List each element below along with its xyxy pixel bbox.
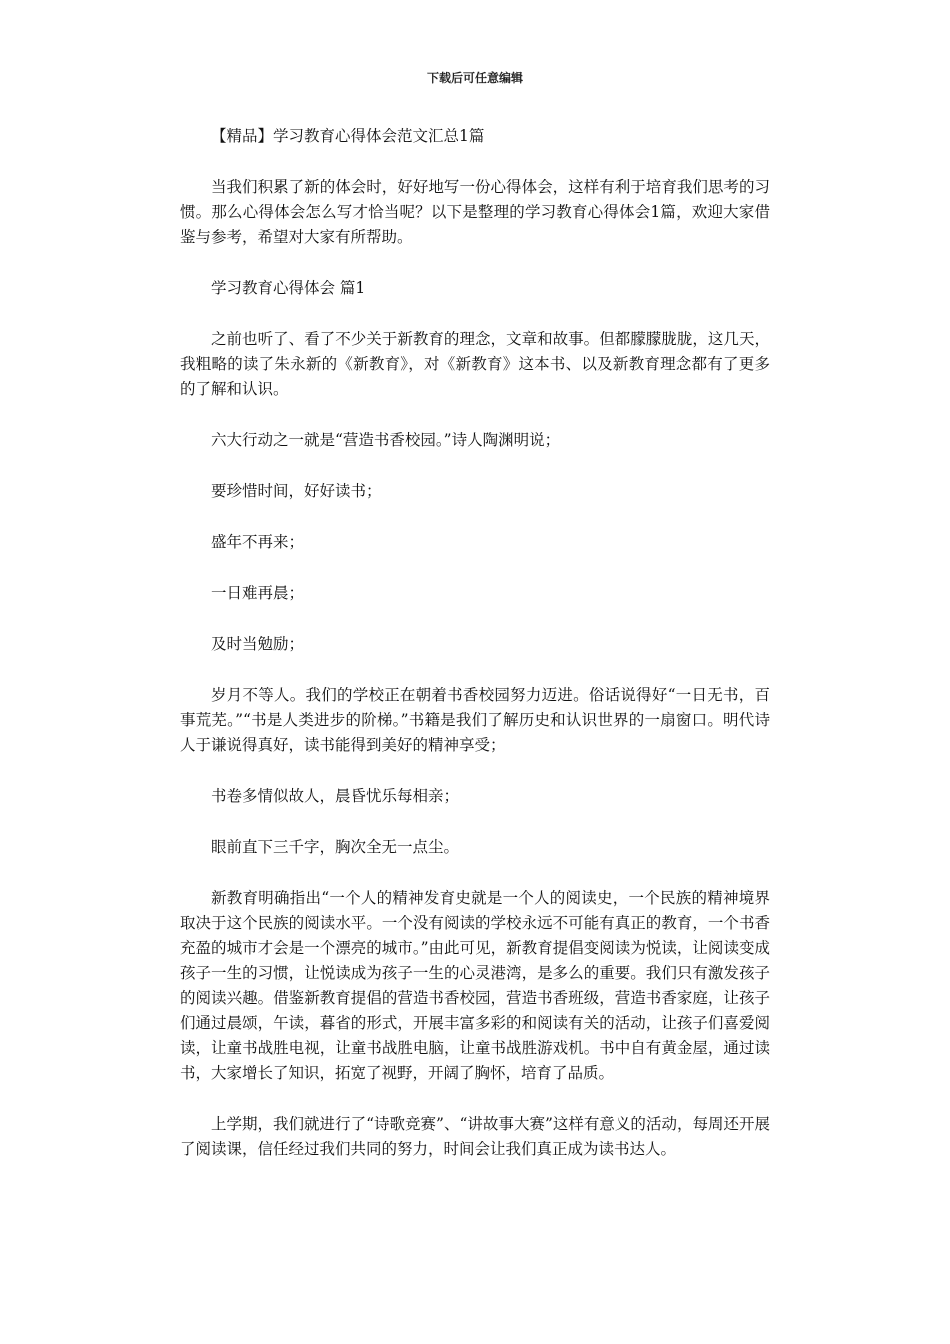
poem-line: 一日难再晨； [211, 584, 305, 602]
document-title: 【精品】学习教育心得体会范文汇总1篇 [211, 127, 485, 145]
poem-line: 盛年不再来； [211, 533, 305, 551]
paragraph: 岁月不等人。我们的学校正在朝着书香校园努力迈进。俗话说得好“一日无书，百事荒芜。”“书是人类进步的阶梯。”书籍是我们了解历史和认识世界的一扇窗口。明代诗人于谦说得真好，读书能得到美好的精神享受； [180, 686, 770, 754]
poem-line: 及时当勉励； [211, 635, 305, 653]
poem-line: 书卷多情似故人，晨昏忧乐每相亲； [211, 787, 460, 805]
header-note: 下载后可任意编辑 [426, 71, 523, 85]
paragraph: 新教育明确指出“一个人的精神发育史就是一个人的阅读史，一个民族的精神境界取决于这个民族的阅读水平。一个没有阅读的学校永远不可能有真正的教育，一个书香充盈的城市才会是一个漂亮的城市。”由此可见，新教育提倡变阅读为悦读，让阅读变成孩子一生的习惯，让悦读成为孩子一生的心灵港湾，是多么的重要。我们只有激发孩子的阅读兴趣。借鉴新教育提倡的营造书香校园，营造书香班级，营造书香家庭，让孩子们通过晨颂，午读，暮省的形式，开展丰富多彩的和阅读有关的活动，让孩子们喜爱阅读，让童书战胜电视，让童书战胜电脑，让童书战胜游戏机。书中自有黄金屋，通过读书，大家增长了知识，拓宽了视野，开阔了胸怀，培育了品质。 [180, 889, 770, 1082]
document-body [180, 124, 770, 1188]
paragraph: 之前也听了、看了不少关于新教育的理念，文章和故事。但都朦朦胧胧，这几天，我粗略的读了朱永新的《新教育》，对《新教育》这本书、以及新教育理念都有了更多的了解和认识。 [180, 330, 770, 398]
paragraph: 六大行动之一就是“营造书香校园。”诗人陶渊明说； [211, 431, 561, 449]
section-heading: 学习教育心得体会 篇1 [211, 279, 366, 297]
paragraph-intro: 当我们积累了新的体会时，好好地写一份心得体会，这样有利于培育我们思考的习惯。那么心得体会怎么写才恰当呢？以下是整理的学习教育心得体会1篇，欢迎大家借鉴与参考，希望对大家有所帮助。 [180, 178, 770, 246]
poem-line: 要珍惜时间，好好读书； [211, 482, 382, 500]
paragraph: 上学期，我们就进行了“诗歌竞赛”、“讲故事大赛”这样有意义的活动，每周还开展了阅读课，信任经过我们共同的努力，时间会让我们真正成为读书达人。 [180, 1115, 770, 1158]
poem-line: 眼前直下三千字，胸次全无一点尘。 [211, 838, 460, 856]
